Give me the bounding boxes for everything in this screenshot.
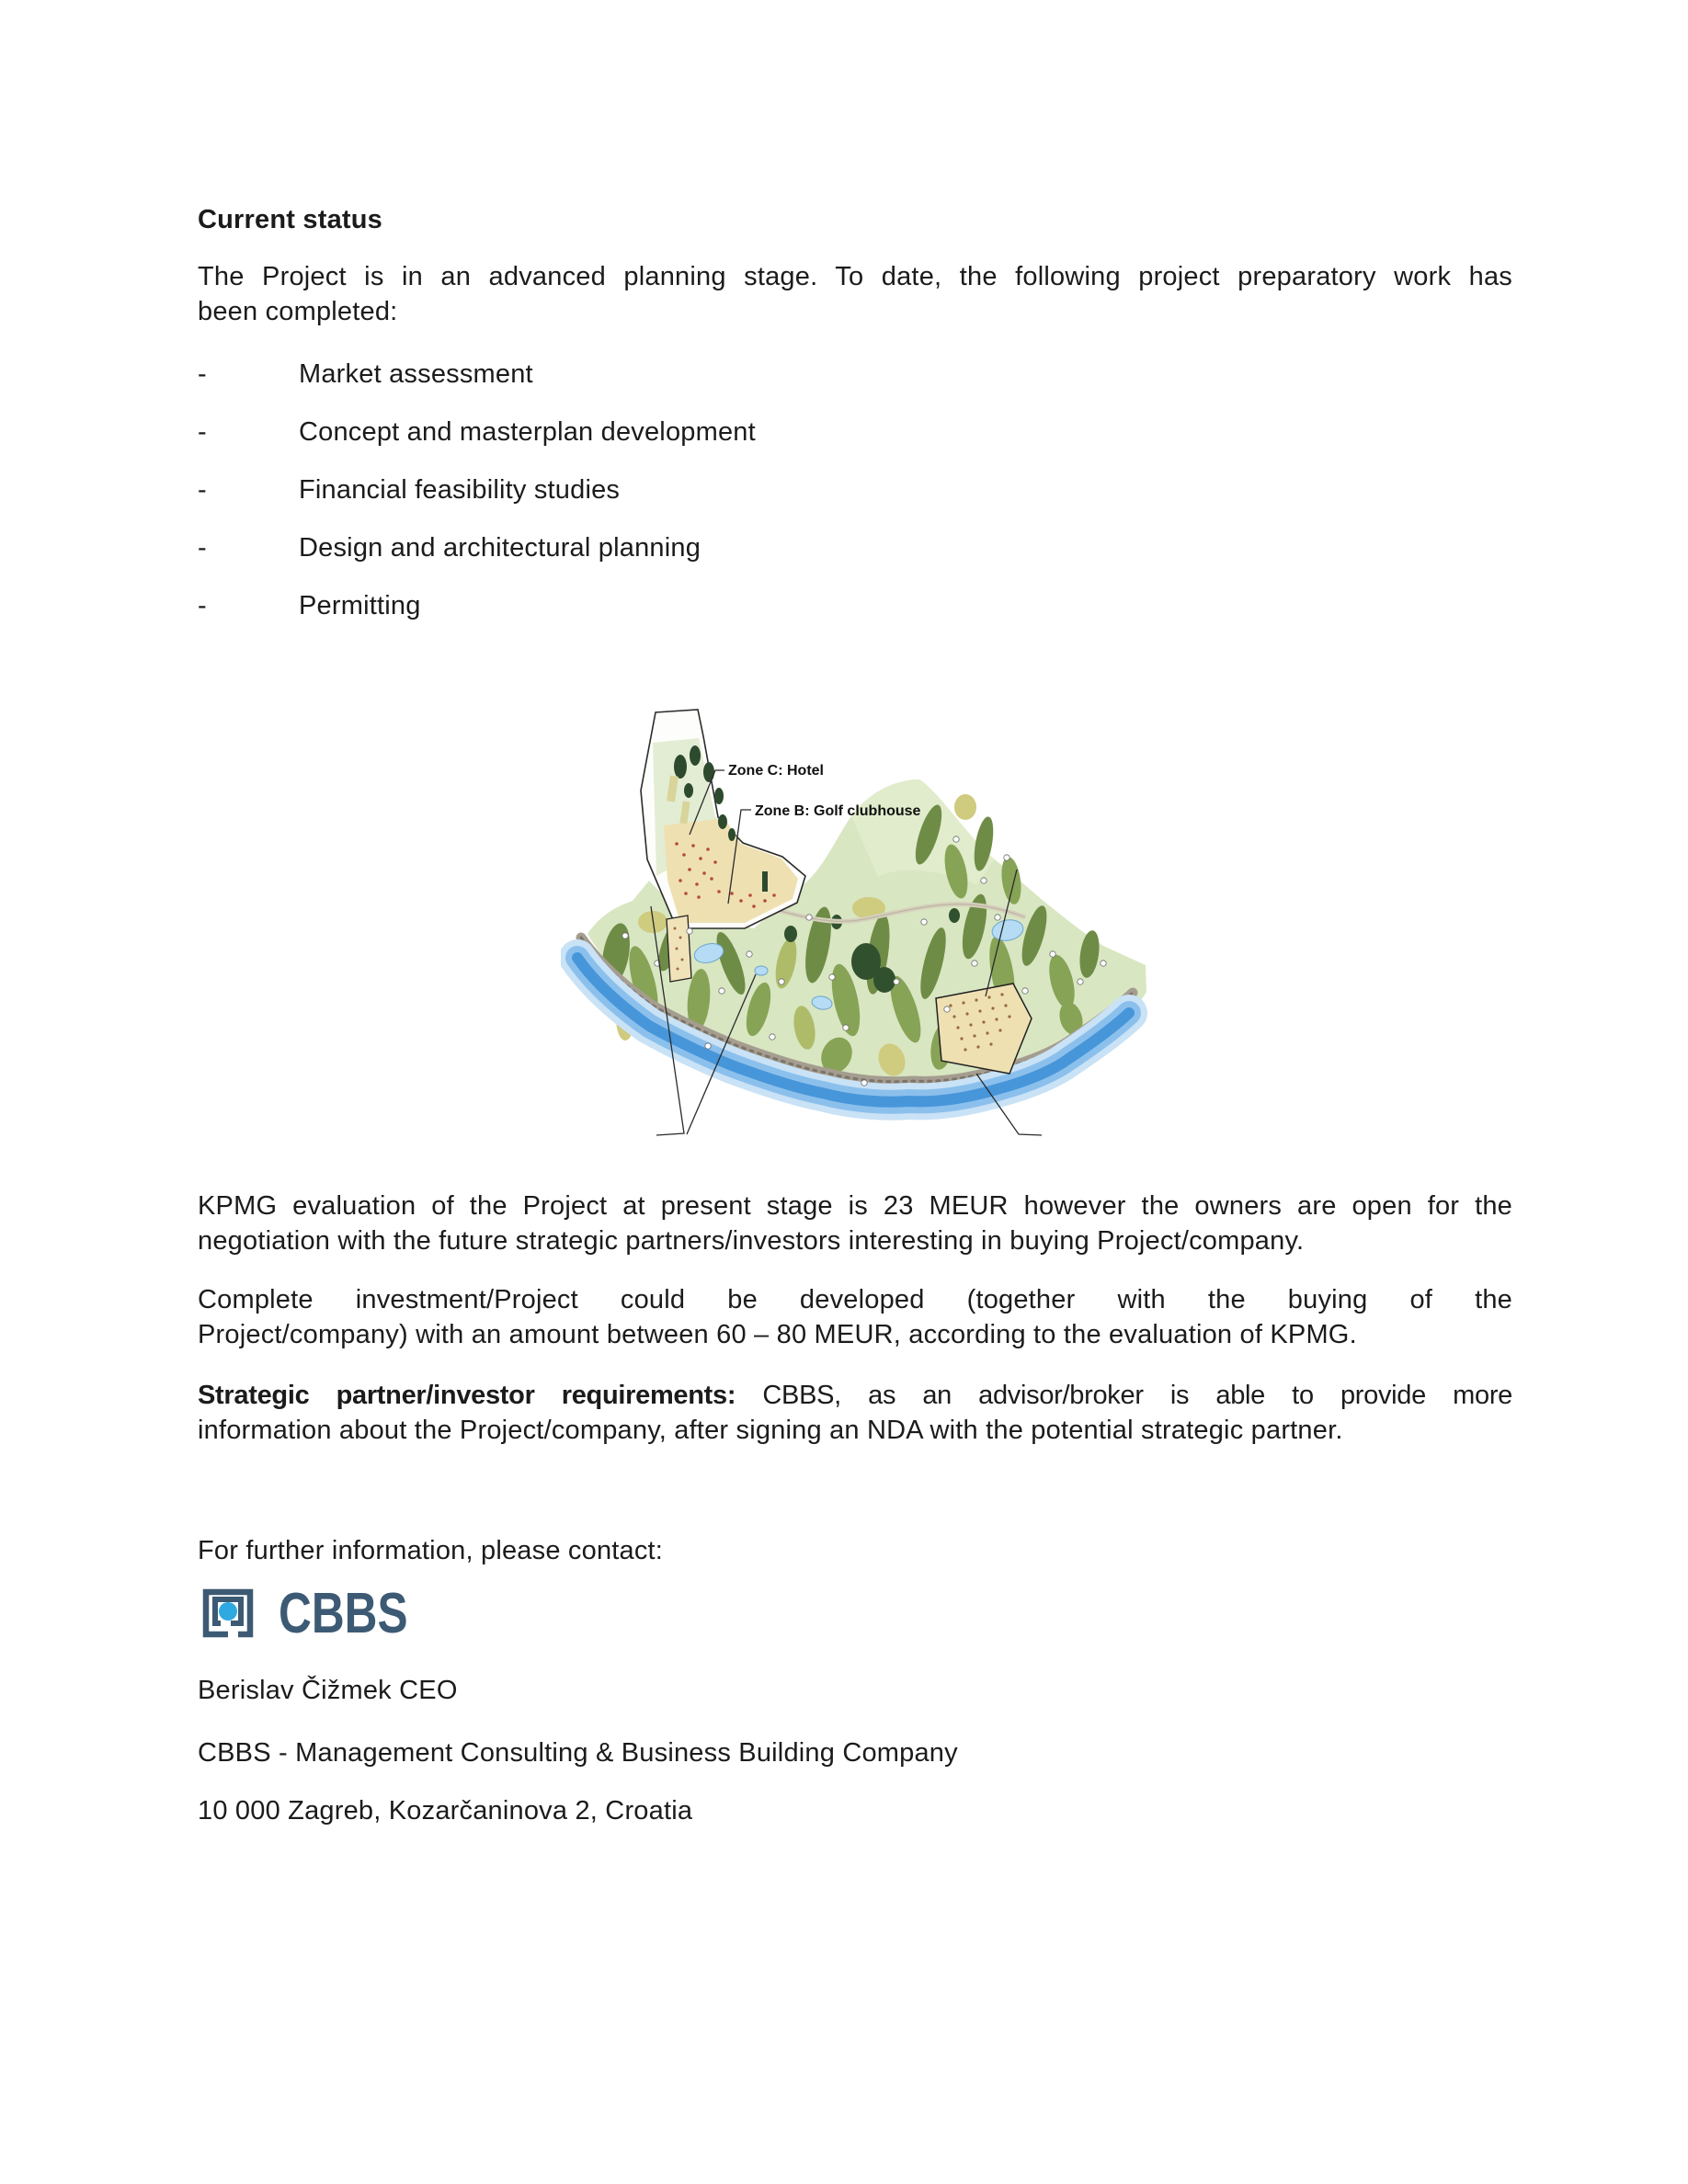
map-zone-c-outline: [641, 710, 805, 928]
list-item-label: Market assessment: [299, 359, 533, 389]
map-zone-c-label: Zone C: Hotel: [728, 763, 824, 779]
investment-paragraph-line-1: Complete investment/Project could be developed (together with the buying of the: [198, 1285, 1512, 1314]
map-zone-b-label: Zone B: Golf clubhouse: [755, 803, 921, 819]
strategic-paragraph-line-1: Strategic partner/investor requirements: CBBS, as an advisor/broker is able to provide more: [198, 1381, 1513, 1410]
cbbs-logo: [198, 1582, 657, 1668]
contact-name: Berislav Čižmek CEO: [198, 1676, 458, 1705]
contact-company: CBBS - Management Consulting & Business Building Company: [198, 1738, 958, 1768]
masterplan-map-svg: [561, 688, 1149, 1147]
cbbs-logo-text: CBBS: [279, 1582, 408, 1645]
intro-paragraph-line-1: The Project is in an advanced planning stage. To date, the following project preparatory work has: [198, 262, 1512, 291]
dash-marker: -: [198, 533, 207, 563]
cbbs-logo-icon: [200, 1586, 256, 1641]
strategic-paragraph-line-2: information about the Project/company, after signing an NDA with the potential strategic partner.: [198, 1416, 1343, 1445]
contact-intro: For further information, please contact:: [198, 1536, 664, 1565]
list-item-label: Financial feasibility studies: [299, 475, 621, 505]
list-item-label: Concept and masterplan development: [299, 417, 756, 447]
list-item-label: Permitting: [299, 591, 421, 620]
contact-address: 10 000 Zagreb, Kozarčaninova 2, Croatia: [198, 1796, 693, 1826]
list-item-label: Design and architectural planning: [299, 533, 701, 563]
map-left-parcel: [667, 916, 691, 982]
masterplan-map-image: [561, 688, 1149, 1147]
kpmg-paragraph-line-1: KPMG evaluation of the Project at present stage is 23 MEUR however the owners are open for the: [198, 1191, 1512, 1221]
dash-marker: -: [198, 475, 207, 505]
dash-marker: -: [198, 591, 207, 620]
dash-marker: -: [198, 359, 207, 389]
kpmg-paragraph-line-2: negotiation with the future strategic partners/investors interesting in buying Project/company.: [198, 1226, 1305, 1256]
intro-paragraph-line-2: been completed:: [198, 297, 398, 326]
heading-current-status: Current status: [198, 205, 382, 234]
dash-marker: -: [198, 417, 207, 447]
strategic-requirements-bold: Strategic partner/investor requirements:: [198, 1381, 736, 1410]
investment-paragraph-line-2: Project/company) with an amount between 60 – 80 MEUR, according to the evaluation of KPMG.: [198, 1320, 1357, 1349]
logo-blue-dot: [219, 1602, 237, 1621]
